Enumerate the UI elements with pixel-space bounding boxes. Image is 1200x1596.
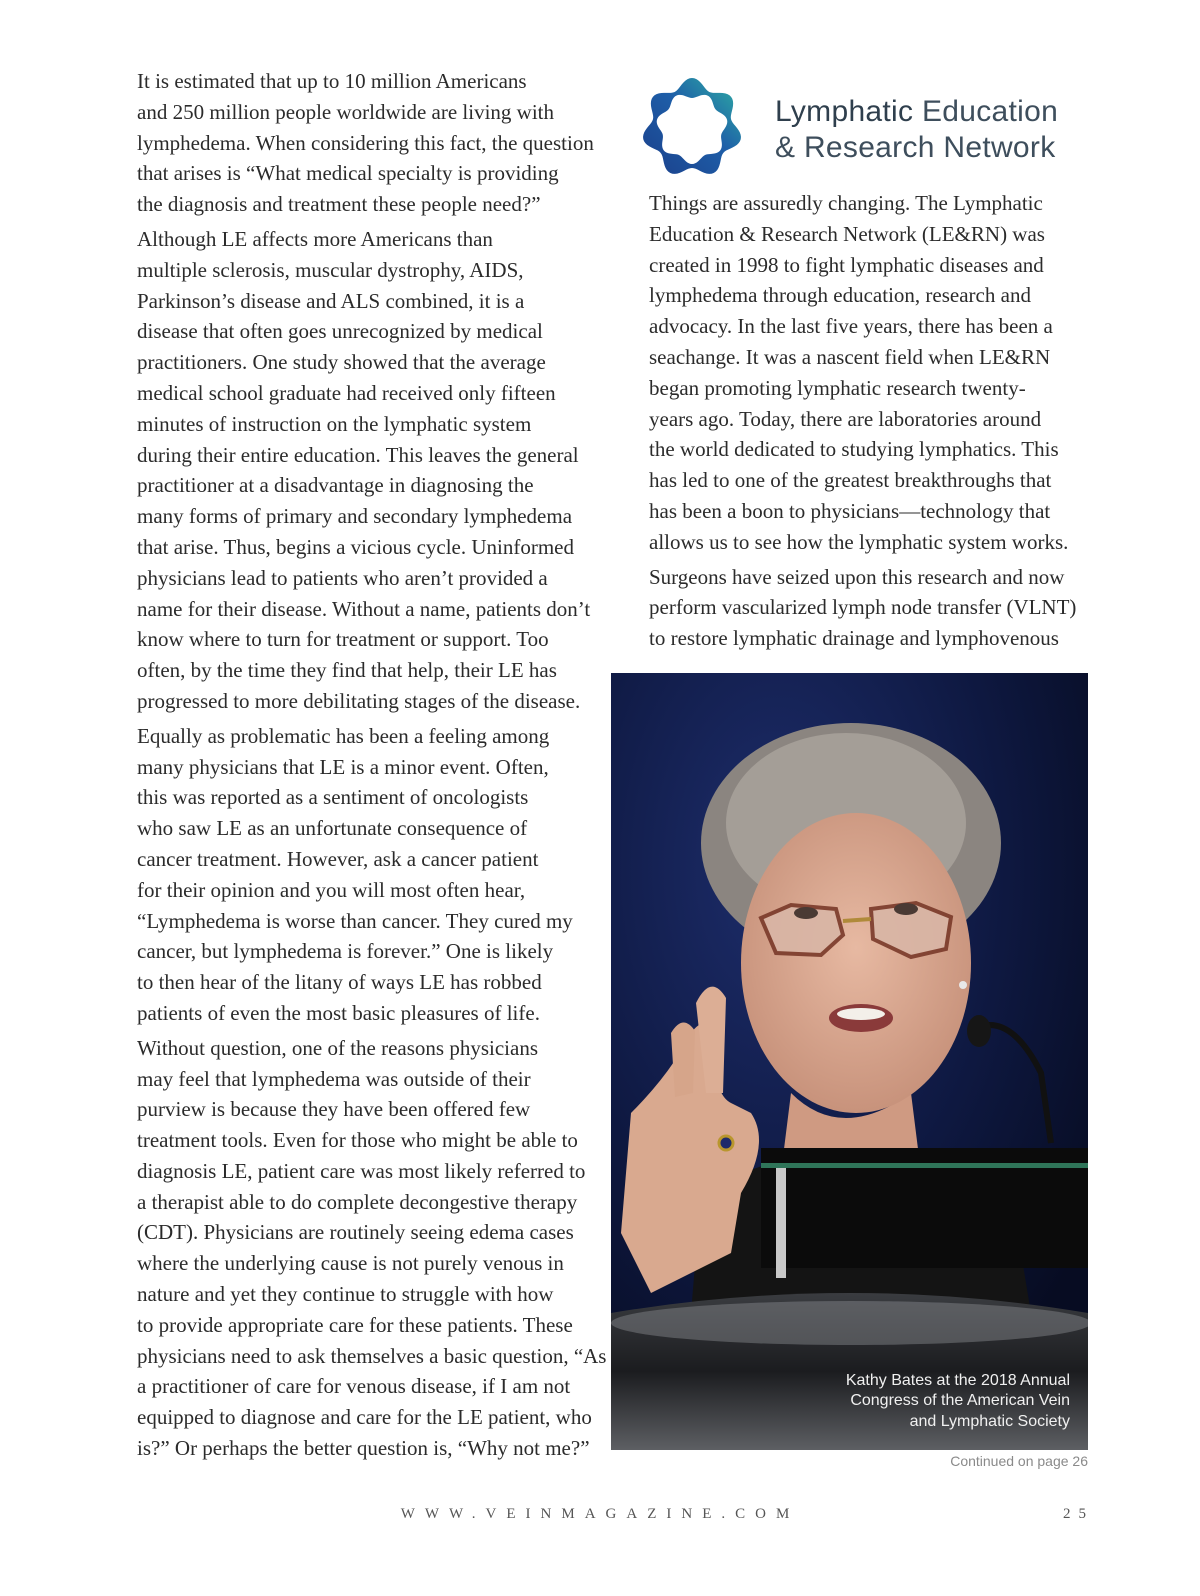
text-line: physicians need to ask themselves a basic question, “As	[137, 1343, 607, 1368]
logo-name-line2: & Research Network	[775, 131, 1056, 164]
text-line: years ago. Today, there are laboratories around	[649, 406, 1042, 431]
logo-name-rest: Education	[921, 95, 1059, 128]
caption-line: Kathy Bates at the 2018 Annual	[845, 1371, 1070, 1389]
body-paragraph	[100, 721, 585, 1029]
text-line: name for their disease. Without a name, patients don’t	[137, 596, 591, 621]
text-line: for their opinion and you will most often hear,	[137, 877, 526, 902]
continued-note: Continued on page 26	[950, 1453, 1088, 1469]
text-line: to then hear of the litany of ways LE has robbed	[137, 970, 542, 995]
text-line: minutes of instruction on the lymphatic system	[137, 411, 532, 436]
text-line: often, by the time they find that help, their LE has	[137, 658, 557, 683]
text-line: practitioner at a disadvantage in diagnosing the	[137, 473, 534, 498]
text-line: disease that often goes unrecognized by medical	[137, 319, 543, 344]
text-line: is?” Or perhaps the better question is, “Why not me?”	[137, 1436, 590, 1461]
text-line: It is estimated that up to 10 million Americans	[137, 69, 527, 93]
lern-wordmark	[775, 94, 1058, 166]
text-line: many physicians that LE is a minor event. Often,	[137, 754, 549, 779]
text-line: multiple sclerosis, muscular dystrophy, AIDS,	[137, 257, 524, 282]
text-line: lymphedema through education, research and	[649, 283, 1031, 308]
text-line: to restore lymphatic drainage and lymphovenous	[649, 626, 1059, 651]
text-line: advocacy. In the last five years, there has been a	[649, 314, 1053, 339]
text-line: the world dedicated to studying lymphatics. This	[649, 437, 1059, 462]
photo-caption	[770, 1371, 1070, 1433]
text-line: allows us to see how the lymphatic system works.	[649, 529, 1069, 554]
text-line: Equally as problematic has been a feeling among	[137, 723, 550, 748]
text-line: lymphedema. When considering this fact, the question	[137, 130, 594, 155]
text-line: the diagnosis and treatment these people need?”	[137, 192, 541, 217]
text-line: know where to turn for treatment or support. Too	[137, 627, 549, 652]
text-line: created in 1998 to fight lymphatic diseases and	[649, 252, 1044, 277]
lern-flower-logo-icon	[640, 70, 744, 186]
text-line: diagnosis LE, patient care was most likely referred to	[137, 1158, 586, 1183]
text-line: patients of even the most basic pleasures of life.	[137, 1000, 540, 1025]
photo-illustration	[611, 673, 1088, 1450]
body-paragraph	[100, 1033, 607, 1464]
text-line: who saw LE as an unfortunate consequence of	[137, 816, 528, 841]
text-line: many forms of primary and secondary lymphedema	[137, 504, 573, 529]
speaker-photo	[611, 673, 1088, 1450]
text-line: has led to one of the greatest breakthroughs that	[649, 468, 1052, 493]
caption-line: and Lymphatic Society	[909, 1412, 1070, 1430]
text-line: cancer treatment. However, ask a cancer patient	[137, 846, 539, 871]
text-line: Without question, one of the reasons physicians	[137, 1035, 538, 1060]
body-paragraph	[612, 562, 1082, 654]
text-line: that arises is “What medical specialty is providing	[137, 161, 559, 186]
text-line: perform vascularized lymph node transfer (VLNT)	[649, 595, 1077, 620]
text-line: this was reported as a sentiment of oncologists	[137, 785, 529, 810]
text-line: “Lymphedema is worse than cancer. They cured my	[137, 908, 573, 933]
text-line: and 250 million people worldwide are living with	[137, 99, 555, 124]
text-line: Things are assuredly changing. The Lymphatic	[649, 191, 1043, 215]
text-line: began promoting lymphatic research twenty-	[649, 375, 1026, 400]
text-line: progressed to more debilitating stages of the disease.	[137, 688, 581, 713]
text-line: Parkinson’s disease and ALS combined, it is a	[137, 288, 525, 313]
text-line: cancer, but lymphedema is forever.” One is likely	[137, 939, 554, 964]
text-line: that arise. Thus, begins a vicious cycle. Uninformed	[137, 534, 575, 559]
body-paragraph	[100, 66, 594, 220]
text-line: may feel that lymphedema was outside of their	[137, 1066, 531, 1091]
left-text-column	[100, 66, 607, 1468]
text-line: has been a boon to physicians—technology that	[649, 498, 1051, 523]
text-line: equipped to diagnose and care for the LE patient, who	[137, 1405, 592, 1430]
text-line: seachange. It was a nascent field when LE&RN	[649, 344, 1051, 369]
text-line: a therapist able to do complete decongestive therapy	[137, 1189, 578, 1214]
lern-logo	[640, 70, 1100, 188]
text-line: during their entire education. This leaves the general	[137, 442, 579, 467]
text-line: to provide appropriate care for these patients. These	[137, 1312, 573, 1337]
text-line: physicians lead to patients who aren’t provided a	[137, 565, 548, 590]
text-line: a practitioner of care for venous disease, if I am not	[137, 1374, 571, 1399]
body-paragraph	[100, 224, 591, 717]
text-line: treatment tools. Even for those who might be able to	[137, 1128, 578, 1153]
page-number: 25	[1063, 1506, 1094, 1522]
text-line: purview is because they have been offered few	[137, 1097, 531, 1122]
text-line: where the underlying cause is not purely venous in	[137, 1251, 564, 1276]
text-line: medical school graduate had received only fifteen	[137, 380, 556, 405]
text-line: (CDT). Physicians are routinely seeing edema cases	[137, 1220, 574, 1245]
text-line: practitioners. One study showed that the average	[137, 350, 546, 375]
body-paragraph	[612, 188, 1082, 558]
footer-url[interactable]: WWW.VEINMAGAZINE.COM	[400, 1506, 800, 1522]
text-line: Surgeons have seized upon this research and now	[649, 564, 1065, 589]
right-text-column	[612, 188, 1082, 658]
text-line: Education & Research Network (LE&RN) was	[649, 221, 1045, 246]
logo-name-bold: Lymphatic	[775, 95, 914, 128]
text-line: nature and yet they continue to struggle with how	[137, 1282, 554, 1307]
text-line: Although LE affects more Americans than	[137, 226, 493, 251]
caption-line: Congress of the American Vein	[850, 1392, 1070, 1409]
